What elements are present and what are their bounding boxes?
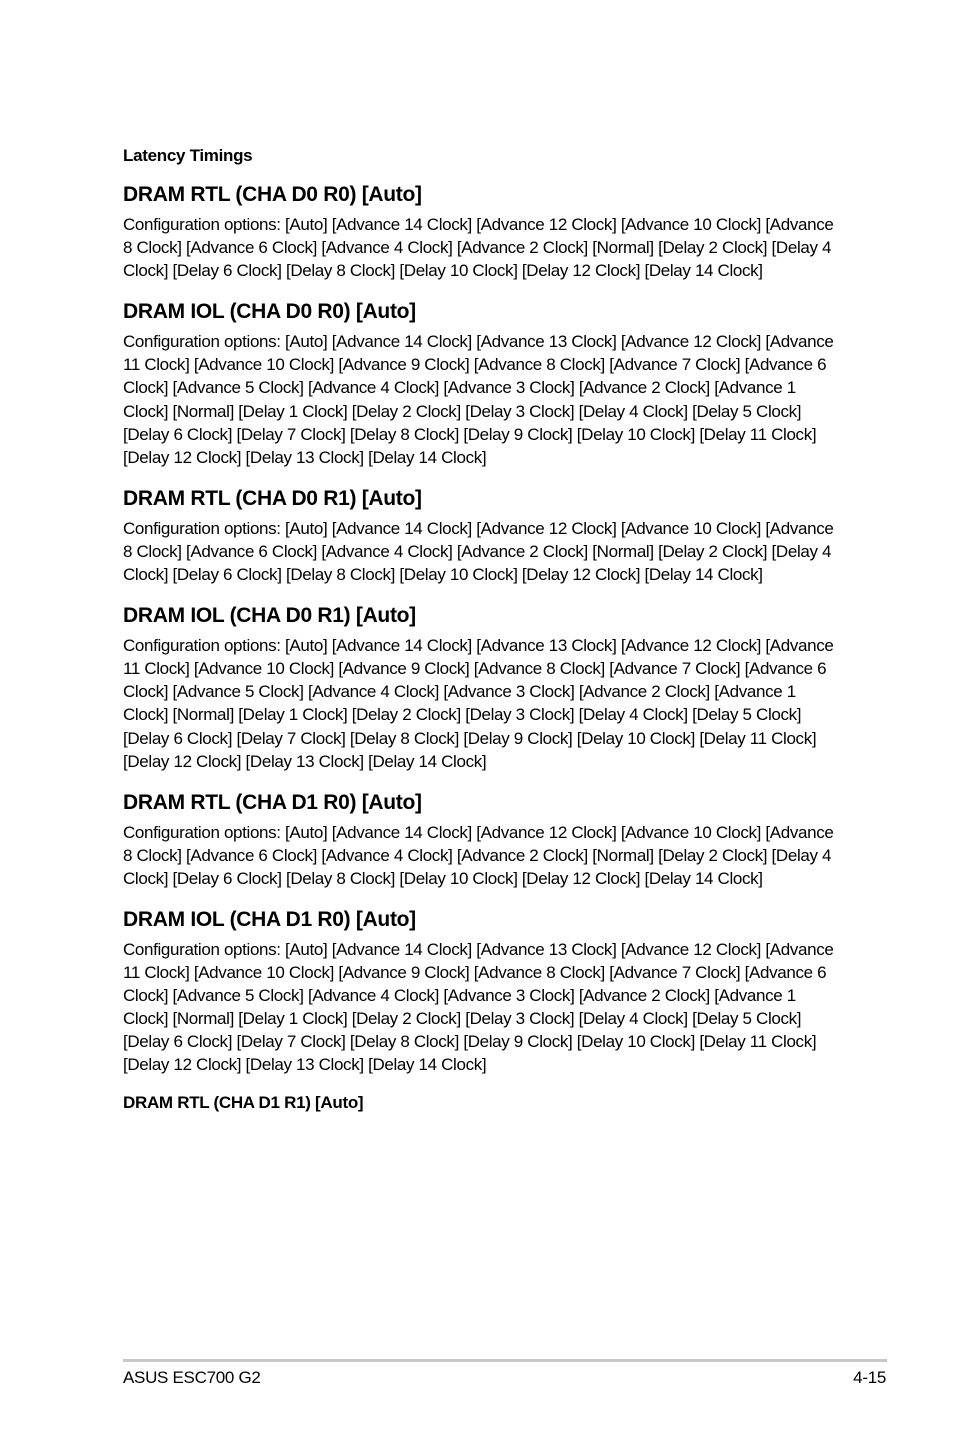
setting-description: Configuration options: [Auto] [Advance 14 Clock] [Advance 12 Clock] [Advance 10 Clock] [Advance 8 Clock] [Advance 6 Clock] [Advance 4 Clock] [Advance 2 Clock] [Normal] [Delay 2 Clock] [Delay 4 Clock] [Delay 6 Clock] [Delay 8 Clock] [Delay 10 Clock] [Delay 12 Clock] [Delay 14 Clock] [123, 822, 834, 888]
section-heading: Latency Timings [123, 146, 253, 165]
setting-description: Configuration options: [Auto] [Advance 14 Clock] [Advance 13 Clock] [Advance 12 Clock] [Advance 11 Clock] [Advance 10 Clock] [Advance 9 Clock] [Advance 8 Clock] [Advance 7 Clock] [Advance 6 Clock] [Advance 5 Clock] [Advance 4 Clock] [Advance 3 Clock] [Advance 2 Clock] [Advance 1 Clock] [Normal] [Delay 1 Clock] [Delay 2 Clock] [Delay 3 Clock] [Delay 4 Clock] [Delay 5 Clock] [Delay 6 Clock] [Delay 7 Clock] [Delay 8 Clock] [Delay 9 Clock] [Delay 10 Clock] [Delay 11 Clock] [Delay 12 Clock] [Delay 13 Clock] [Delay 14 Clock] [123, 332, 834, 467]
setting-description: Configuration options: [Auto] [Advance 14 Clock] [Advance 13 Clock] [Advance 12 Clock] [Advance 11 Clock] [Advance 10 Clock] [Advance 9 Clock] [Advance 8 Clock] [Advance 7 Clock] [Advance 6 Clock] [Advance 5 Clock] [Advance 4 Clock] [Advance 3 Clock] [Advance 2 Clock] [Advance 1 Clock] [Normal] [Delay 1 Clock] [Delay 2 Clock] [Delay 3 Clock] [Delay 4 Clock] [Delay 5 Clock] [Delay 6 Clock] [Delay 7 Clock] [Delay 8 Clock] [Delay 9 Clock] [Delay 10 Clock] [Delay 11 Clock] [Delay 12 Clock] [Delay 13 Clock] [Delay 14 Clock] [123, 636, 834, 771]
page-content [123, 146, 835, 1113]
setting-title: DRAM RTL (CHA D0 R1) [Auto] [123, 486, 422, 510]
setting-title: DRAM IOL (CHA D0 R0) [Auto] [123, 300, 416, 324]
footer-divider [123, 1359, 887, 1362]
footer-product-name: ASUS ESC700 G2 [123, 1368, 261, 1387]
setting-title: DRAM RTL (CHA D0 R0) [Auto] [123, 183, 422, 206]
setting-item [123, 485, 835, 586]
footer-page-number: 4-15 [853, 1368, 886, 1387]
trailing-setting-heading: DRAM RTL (CHA D1 R1) [Auto] [123, 1092, 364, 1112]
setting-description: Configuration options: [Auto] [Advance 14 Clock] [Advance 12 Clock] [Advance 10 Clock] [Advance 8 Clock] [Advance 6 Clock] [Advance 4 Clock] [Advance 2 Clock] [Normal] [Delay 2 Clock] [Delay 4 Clock] [Delay 6 Clock] [Delay 8 Clock] [Delay 10 Clock] [Delay 12 Clock] [Delay 14 Clock] [123, 215, 834, 281]
setting-description: Configuration options: [Auto] [Advance 14 Clock] [Advance 13 Clock] [Advance 12 Clock] [Advance 11 Clock] [Advance 10 Clock] [Advance 9 Clock] [Advance 8 Clock] [Advance 7 Clock] [Advance 6 Clock] [Advance 5 Clock] [Advance 4 Clock] [Advance 3 Clock] [Advance 2 Clock] [Advance 1 Clock] [Normal] [Delay 1 Clock] [Delay 2 Clock] [Delay 3 Clock] [Delay 4 Clock] [Delay 5 Clock] [Delay 6 Clock] [Delay 7 Clock] [Delay 8 Clock] [Delay 9 Clock] [Delay 10 Clock] [Delay 11 Clock] [Delay 12 Clock] [Delay 13 Clock] [Delay 14 Clock] [123, 939, 834, 1075]
setting-item [123, 298, 835, 469]
setting-title: DRAM IOL (CHA D1 R0) [Auto] [123, 907, 416, 931]
setting-item [123, 789, 835, 890]
setting-item [123, 181, 835, 282]
setting-item [123, 906, 835, 1077]
setting-title: DRAM IOL (CHA D0 R1) [Auto] [123, 604, 416, 628]
setting-title: DRAM RTL (CHA D1 R0) [Auto] [123, 790, 422, 814]
setting-item [123, 602, 835, 773]
setting-description: Configuration options: [Auto] [Advance 14 Clock] [Advance 12 Clock] [Advance 10 Clock] [Advance 8 Clock] [Advance 6 Clock] [Advance 4 Clock] [Advance 2 Clock] [Normal] [Delay 2 Clock] [Delay 4 Clock] [Delay 6 Clock] [Delay 8 Clock] [Delay 10 Clock] [Delay 12 Clock] [Delay 14 Clock] [123, 518, 834, 585]
